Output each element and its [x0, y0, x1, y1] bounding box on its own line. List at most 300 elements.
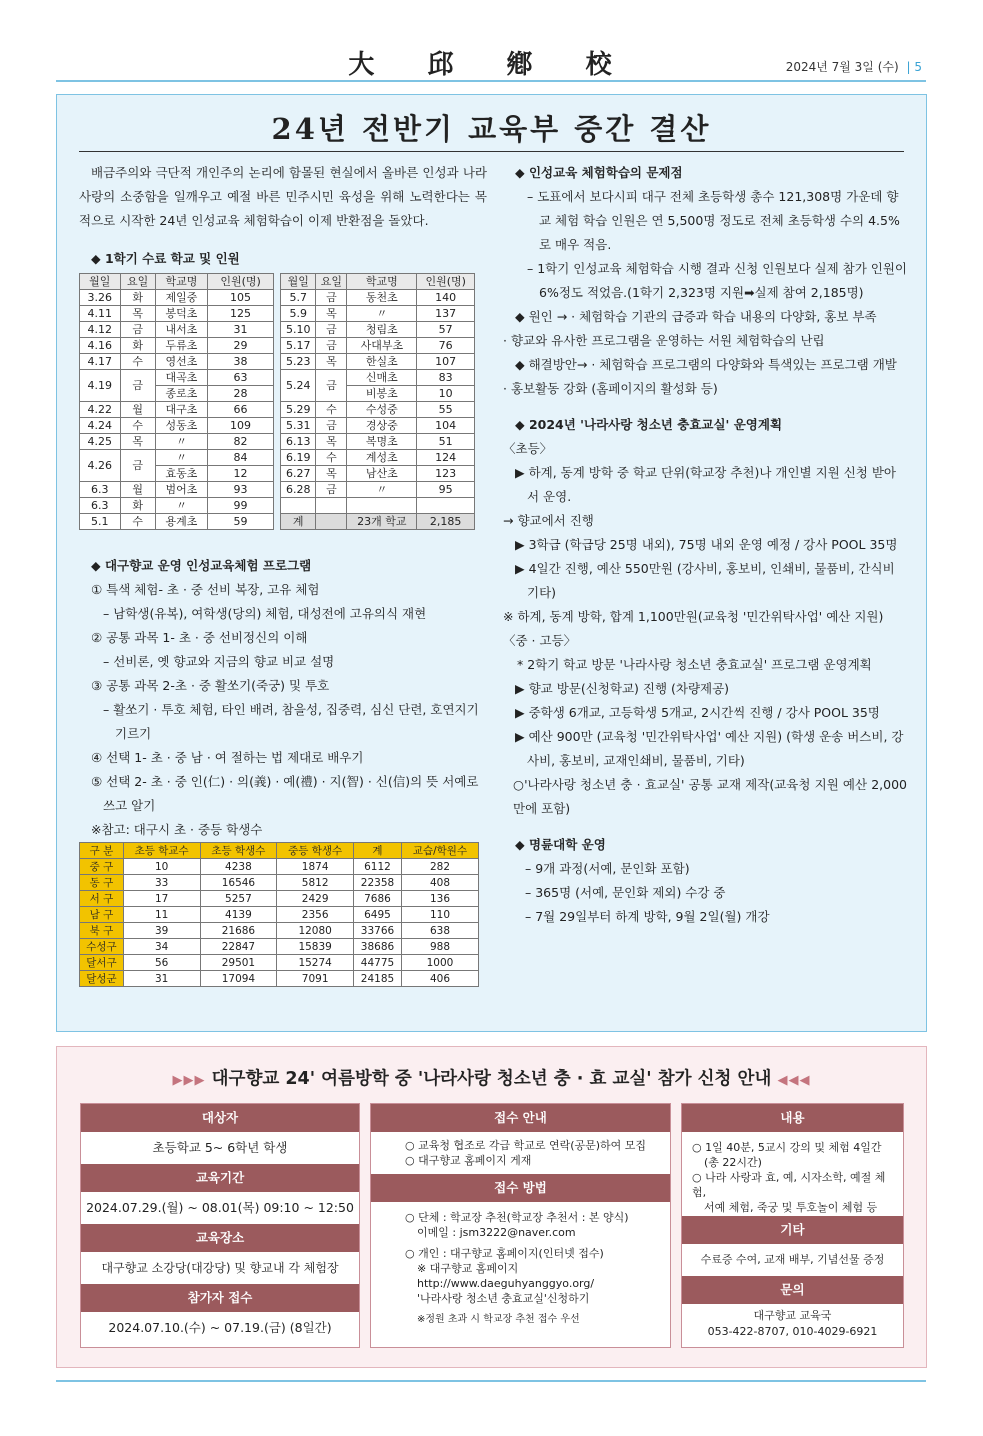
schools-heading: ◆ 1학기 수료 학교 및 인원 [91, 251, 240, 266]
count-cell: 125 [208, 306, 274, 322]
right-text-line: ◆ 명륜대학 운영 [515, 837, 606, 852]
col-header: 요일 [316, 274, 347, 290]
count-cell: 105 [208, 290, 274, 306]
registration-header: 참가자 접수 [81, 1284, 359, 1312]
table-row [281, 338, 475, 354]
value-cell: 31 [123, 971, 200, 987]
value-cell: 21686 [200, 923, 277, 939]
right-text-line: – 도표에서 보다시피 대구 전체 초등학생 총수 121,308명 가운데 향교 체험 학습 인원은 연 5,500명 정도로 전체 초등학생 수의 4.5%로 매우 적음. [527, 189, 900, 252]
count-cell: 109 [208, 418, 274, 434]
count-cell: 95 [417, 482, 475, 498]
col-header: 중등 학생수 [277, 843, 354, 859]
intro-paragraph: 배금주의와 극단적 개인주의 논리에 함몰된 현실에서 올바른 인성과 나라사랑의 소중함을 일깨우고 예절 바른 민주시민 육성을 위해 노력한다는 목적으로 시작한 24년 인성교육 체험학습이 이제 반환점을 돌았다. [79, 165, 487, 228]
right-text-line: ◆ 원인 → · 체험학습 기관의 급증과 학습 내용의 다양화, 홍보 부족 [515, 309, 877, 324]
inquiry-header: 문의 [682, 1276, 903, 1304]
school-cell: 제일중 [155, 290, 207, 306]
content-line: (총 22시간) [704, 1156, 762, 1169]
value-cell: 11 [123, 907, 200, 923]
left-column [79, 161, 487, 987]
page-number: | 5 [906, 60, 922, 74]
school-cell: 복명초 [347, 434, 417, 450]
program-detail: – 남학생(유복), 여학생(당의) 체험, 대성전에 고유의식 재현 [103, 606, 427, 621]
value-cell: 2429 [277, 891, 354, 907]
value-cell: 5257 [200, 891, 277, 907]
school-cell: 신매초 [347, 370, 417, 386]
reception-list [371, 1132, 670, 1174]
arrows-right: ◀◀◀ [777, 1073, 811, 1088]
school-cell: 두류초 [155, 338, 207, 354]
day-cell: 목 [120, 434, 155, 450]
col-header: 학교명 [155, 274, 207, 290]
value-cell: 7091 [277, 971, 354, 987]
right-text-line: * 2학기 학교 방문 '나라사랑 청소년 충효교실' 프로그램 운영계획 [517, 657, 872, 672]
district-cell: 수성구 [80, 939, 124, 955]
title-rule [79, 151, 904, 152]
day-cell: 월 [120, 482, 155, 498]
dateline [786, 58, 922, 75]
table-row [281, 482, 475, 498]
method-line: ○ 개인 : 대구향교 홈페이지(인터넷 접수) [405, 1247, 604, 1260]
table-row [281, 418, 475, 434]
col-header: 인원(명) [417, 274, 475, 290]
date-cell [281, 498, 316, 514]
table-row [281, 306, 475, 322]
value-cell: 38686 [354, 939, 402, 955]
reception-line: ○ 대구향교 홈페이지 게재 [405, 1154, 532, 1167]
value-cell: 15839 [277, 939, 354, 955]
school-cell [347, 498, 417, 514]
right-text-line: ▶ 하계, 동계 방학 중 학교 단위(학교장 추천)나 개인별 지원 신청 받아서 운영. [515, 465, 896, 504]
day-cell: 금 [120, 450, 155, 482]
right-text-line: – 365명 (서예, 문인화 제외) 수강 중 [525, 885, 726, 900]
program-detail: – 선비론, 옛 향교와 지금의 향교 비교 설명 [103, 654, 335, 669]
district-cell: 중 구 [80, 859, 124, 875]
school-cell: 비봉초 [347, 386, 417, 402]
table-row [80, 514, 274, 530]
day-cell: 수 [316, 402, 347, 418]
method-line: ○ 단체 : 학교장 추천(학교장 추천서 : 본 양식) [405, 1211, 629, 1224]
day-cell: 금 [316, 418, 347, 434]
date-cell: 5.7 [281, 290, 316, 306]
school-cell: 사대부초 [347, 338, 417, 354]
right-text-line: 〈중 · 고등〉 [503, 633, 577, 648]
count-cell: 38 [208, 354, 274, 370]
value-cell: 12080 [277, 923, 354, 939]
program-note: ※참고: 대구시 초 · 중등 학생수 [91, 822, 263, 837]
col-header: 초등 학생수 [200, 843, 277, 859]
day-cell: 목 [120, 306, 155, 322]
date-cell: 6.3 [80, 498, 121, 514]
count-cell: 29 [208, 338, 274, 354]
school-cell: 〃 [155, 450, 207, 466]
date-cell: 6.28 [281, 482, 316, 498]
student-count-table [79, 842, 479, 987]
value-cell: 110 [401, 907, 478, 923]
day-cell: 화 [120, 338, 155, 354]
date-cell: 5.17 [281, 338, 316, 354]
date-cell: 5.9 [281, 306, 316, 322]
table-row [281, 514, 475, 530]
school-cell: 범어초 [155, 482, 207, 498]
table-row [80, 875, 479, 891]
day-cell: 금 [316, 482, 347, 498]
date-cell: 6.27 [281, 466, 316, 482]
school-cell: 대곡초 [155, 370, 207, 386]
method-email: 이메일 : jsm3222@naver.com [417, 1226, 576, 1239]
day-cell: 목 [316, 306, 347, 322]
count-cell: 82 [208, 434, 274, 450]
day-cell: 수 [120, 514, 155, 530]
value-cell: 16546 [200, 875, 277, 891]
count-cell: 99 [208, 498, 274, 514]
program-item: ③ 공통 과목 2-초 · 중 활쏘기(죽궁) 및 투호 [91, 678, 330, 693]
value-cell: 34 [123, 939, 200, 955]
reception-header: 접수 안내 [371, 1104, 670, 1132]
col-header: 구 분 [80, 843, 124, 859]
program-item: ① 특색 체험- 초 · 중 선비 복장, 고유 체험 [91, 582, 320, 597]
count-cell: 123 [417, 466, 475, 482]
count-cell: 57 [417, 322, 475, 338]
value-cell: 10 [123, 859, 200, 875]
day-cell: 금 [120, 370, 155, 402]
masthead: 大 邱 鄕 校 [348, 50, 634, 80]
date-cell: 4.12 [80, 322, 121, 338]
col-header: 월일 [80, 274, 121, 290]
value-cell: 2356 [277, 907, 354, 923]
school-cell: 효동초 [155, 466, 207, 482]
school-cell: 종로초 [155, 386, 207, 402]
inquiry-value [682, 1304, 903, 1340]
count-cell: 137 [417, 306, 475, 322]
district-cell: 남 구 [80, 907, 124, 923]
table-row [80, 955, 479, 971]
value-cell: 33766 [354, 923, 402, 939]
notice-box [56, 1046, 927, 1368]
day-cell [316, 514, 347, 530]
place-value: 대구향교 소강당(대강당) 및 향교내 각 체험장 [101, 1261, 339, 1275]
school-cell: 남산초 [347, 466, 417, 482]
count-cell: 66 [208, 402, 274, 418]
value-cell: 29501 [200, 955, 277, 971]
value-cell: 282 [401, 859, 478, 875]
right-text-line: ○'나라사랑 청소년 충 · 효교실' 공통 교재 제작(교육청 지원 예산 2,000만에 포함) [513, 777, 907, 816]
count-cell: 83 [417, 370, 475, 386]
date-cell: 4.25 [80, 434, 121, 450]
count-cell: 140 [417, 290, 475, 306]
date-cell: 6.19 [281, 450, 316, 466]
method-line: ※ 대구향교 홈페이지 [417, 1262, 519, 1275]
table-row [80, 907, 479, 923]
school-cell: 계성초 [347, 450, 417, 466]
table-row [281, 290, 475, 306]
date-cell: 4.11 [80, 306, 121, 322]
school-cell: 봉덕초 [155, 306, 207, 322]
value-cell: 638 [401, 923, 478, 939]
notice-col-schedule [80, 1103, 360, 1348]
count-cell: 31 [208, 322, 274, 338]
value-cell: 6495 [354, 907, 402, 923]
day-cell: 금 [316, 322, 347, 338]
school-cell: 〃 [347, 482, 417, 498]
day-cell: 수 [316, 450, 347, 466]
table-row [80, 402, 274, 418]
date-cell: 5.24 [281, 370, 316, 402]
value-cell: 15274 [277, 955, 354, 971]
school-cell: 수성중 [347, 402, 417, 418]
table-row [80, 354, 274, 370]
table-row [281, 322, 475, 338]
value-cell: 408 [401, 875, 478, 891]
col-header: 계 [354, 843, 402, 859]
right-text-line: ▶ 4일간 진행, 예산 550만원 (강사비, 홍보비, 인쇄비, 물품비, 간식비 기타) [515, 561, 895, 600]
day-cell: 목 [316, 434, 347, 450]
value-cell: 17094 [200, 971, 277, 987]
value-cell: 1000 [401, 955, 478, 971]
notice-col-content [681, 1103, 904, 1348]
right-text-line: · 홍보활동 강화 (홈페이지의 활성화 등) [503, 381, 718, 396]
col-header: 인원(명) [208, 274, 274, 290]
count-cell: 10 [417, 386, 475, 402]
table-row [80, 923, 479, 939]
count-cell: 124 [417, 450, 475, 466]
day-cell: 금 [316, 338, 347, 354]
notice-title [57, 1065, 926, 1090]
school-cell: 동천초 [347, 290, 417, 306]
school-cell: 내서초 [155, 322, 207, 338]
content-header: 내용 [682, 1104, 903, 1132]
date-cell: 6.3 [80, 482, 121, 498]
table-row [281, 498, 475, 514]
target-header: 대상자 [81, 1104, 359, 1132]
count-cell: 84 [208, 450, 274, 466]
value-cell: 1874 [277, 859, 354, 875]
count-cell: 107 [417, 354, 475, 370]
count-cell: 59 [208, 514, 274, 530]
table-row [80, 290, 274, 306]
count-cell: 55 [417, 402, 475, 418]
table-row [80, 306, 274, 322]
date-cell: 5.23 [281, 354, 316, 370]
table-row [281, 450, 475, 466]
count-cell [417, 498, 475, 514]
table-row [80, 338, 274, 354]
arrows-left: ▶▶▶ [172, 1073, 206, 1088]
spacer [503, 821, 907, 833]
count-cell: 2,185 [417, 514, 475, 530]
day-cell: 금 [120, 322, 155, 338]
program-detail: – 활쏘기 · 투호 체험, 타인 배려, 참을성, 집중력, 심신 단련, 호연지기 기르기 [103, 702, 479, 741]
value-cell: 17 [123, 891, 200, 907]
method-header: 접수 방법 [371, 1174, 670, 1202]
col-header: 요일 [120, 274, 155, 290]
col-header: 학교명 [347, 274, 417, 290]
date-cell: 4.26 [80, 450, 121, 482]
value-cell: 406 [401, 971, 478, 987]
right-text-line: · 향교와 유사한 프로그램을 운영하는 서원 체험학습의 난립 [503, 333, 825, 348]
value-cell: 6112 [354, 859, 402, 875]
table-row [80, 939, 479, 955]
right-text-line: – 1학기 인성교육 체험학습 시행 결과 신청 인원보다 실제 참가 인원이 6%정도 적었음.(1학기 2,323명 지원➡실제 참여 2,185명) [527, 261, 907, 300]
date-cell: 4.24 [80, 418, 121, 434]
value-cell: 136 [401, 891, 478, 907]
school-cell: 한실초 [347, 354, 417, 370]
period-value: 2024.07.29.(월) ~ 08.01(목) 09:10 ~ 12:50 [86, 1200, 354, 1215]
right-text-line: ▶ 중학생 6개교, 고등학생 5개교, 2시간씩 진행 / 강사 POOL 35명 [515, 705, 880, 720]
col-header: 월일 [281, 274, 316, 290]
date-cell: 계 [281, 514, 316, 530]
right-text-line: ▶ 3학급 (학급당 25명 내외), 75명 내외 운영 예정 / 강사 POOL 35명 [515, 537, 898, 552]
table-row [281, 466, 475, 482]
value-cell: 24185 [354, 971, 402, 987]
col-header: 초등 학교수 [123, 843, 200, 859]
right-text-line: – 7월 29일부터 하계 방학, 9월 2일(월) 개강 [525, 909, 770, 924]
schools-table-right [280, 273, 475, 530]
district-cell: 북 구 [80, 923, 124, 939]
district-cell: 달서구 [80, 955, 124, 971]
table-row [281, 354, 475, 370]
issue-date: 2024년 7월 3일 (수) [785, 60, 899, 74]
right-text-line: 〈초등〉 [503, 441, 553, 456]
footer-rule [56, 1380, 926, 1382]
right-text-line: – 9개 과정(서예, 문인화 포함) [525, 861, 690, 876]
school-cell: 청림초 [347, 322, 417, 338]
school-cell: 대구초 [155, 402, 207, 418]
program-item: ④ 선택 1- 초 · 중 남 · 여 절하는 법 제대로 배우기 [91, 750, 364, 765]
etc-value: 수료증 수여, 교재 배부, 기념선물 증정 [700, 1253, 885, 1266]
header-rule [56, 80, 926, 82]
count-cell: 28 [208, 386, 274, 402]
method-note: ※정원 초과 시 학교장 추천 접수 우선 [417, 1314, 580, 1325]
day-cell: 금 [316, 370, 347, 402]
day-cell [316, 498, 347, 514]
date-cell: 6.13 [281, 434, 316, 450]
table-row [281, 434, 475, 450]
table-row [80, 434, 274, 450]
value-cell: 7686 [354, 891, 402, 907]
table-row [80, 891, 479, 907]
date-cell: 4.19 [80, 370, 121, 402]
table-row [281, 402, 475, 418]
school-cell: 영선초 [155, 354, 207, 370]
district-cell: 달성군 [80, 971, 124, 987]
day-cell: 금 [316, 290, 347, 306]
etc-header: 기타 [682, 1216, 903, 1244]
right-text-line: ※ 하계, 동계 방학, 합계 1,100만원(교육청 '민간위탁사업' 예산 지원) [503, 609, 884, 624]
value-cell: 44775 [354, 955, 402, 971]
value-cell: 56 [123, 955, 200, 971]
right-column [503, 161, 907, 929]
value-cell: 988 [401, 939, 478, 955]
spacer [503, 401, 907, 413]
notice-title-text: 대구향교 24' 여름방학 중 '나라사랑 청소년 충 · 효 교실' 참가 신청 안내 [211, 1069, 772, 1089]
value-cell: 33 [123, 875, 200, 891]
right-text-line: ◆ 해결방안→ · 체험학습 프로그램의 다양화와 특색있는 프로그램 개발 [515, 357, 897, 372]
table-row [80, 450, 274, 466]
value-cell: 22847 [200, 939, 277, 955]
count-cell: 76 [417, 338, 475, 354]
schools-table-left [79, 273, 274, 530]
content-line: ○ 1일 40분, 5교시 강의 및 체험 4일간 [692, 1141, 882, 1154]
program-list [79, 578, 487, 818]
district-cell: 동 구 [80, 875, 124, 891]
notice-col-application [370, 1103, 671, 1348]
homepage-link[interactable]: http://www.daeguhyanggyo.org/ [417, 1277, 595, 1290]
right-text-line: ◆ 인성교육 체험학습의 문제점 [515, 165, 683, 180]
col-header: 교습/학원수 [401, 843, 478, 859]
table-row [80, 322, 274, 338]
school-cell: 〃 [155, 434, 207, 450]
place-header: 교육장소 [81, 1224, 359, 1252]
schools-tables [79, 273, 487, 530]
method-list [371, 1202, 670, 1327]
table-row [281, 370, 475, 386]
day-cell: 수 [120, 418, 155, 434]
day-cell: 목 [316, 354, 347, 370]
program-item: ⑤ 선택 2- 초 · 중 인(仁) · 의(義) · 예(禮) · 지(智) · 신(信)의 뜻 서예로 쓰고 알기 [91, 774, 479, 813]
day-cell: 화 [120, 498, 155, 514]
date-cell: 5.31 [281, 418, 316, 434]
date-cell: 5.10 [281, 322, 316, 338]
date-cell: 5.29 [281, 402, 316, 418]
table-row [80, 498, 274, 514]
school-cell: 용계초 [155, 514, 207, 530]
value-cell: 39 [123, 923, 200, 939]
value-cell: 5812 [277, 875, 354, 891]
right-text-line: ▶ 향교 방문(신청학교) 진행 (차량제공) [515, 681, 730, 696]
school-cell: 경상중 [347, 418, 417, 434]
count-cell: 51 [417, 434, 475, 450]
date-cell: 4.17 [80, 354, 121, 370]
right-text-line: ◆ 2024년 '나라사랑 청소년 충효교실' 운영계획 [515, 417, 783, 432]
table-row [80, 482, 274, 498]
count-cell: 104 [417, 418, 475, 434]
content-line: 서예 체험, 죽궁 및 투호놀이 체험 등 [704, 1201, 878, 1214]
reception-line: ○ 교육청 협조로 각급 학교로 연락(공문)하여 모집 [405, 1139, 647, 1152]
right-text-line: ▶ 예산 900만 (교육청 '민간위탁사업' 예산 지원) (학생 운송 버스비, 강사비, 홍보비, 교재인쇄비, 물품비, 기타) [515, 729, 904, 768]
count-cell: 93 [208, 482, 274, 498]
content-line: ○ 나라 사랑과 효, 예, 시자소학, 예절 체험, [692, 1171, 886, 1199]
program-item: ② 공통 과목 1- 초 · 중 선비정신의 이해 [91, 630, 308, 645]
day-cell: 월 [120, 402, 155, 418]
article-box [56, 94, 927, 1032]
district-cell: 서 구 [80, 891, 124, 907]
page-header [56, 40, 926, 82]
date-cell: 5.1 [80, 514, 121, 530]
day-cell: 목 [316, 466, 347, 482]
date-cell: 4.22 [80, 402, 121, 418]
program-heading: ◆ 대구향교 운영 인성교육체험 프로그램 [91, 558, 312, 573]
content-list [682, 1132, 903, 1216]
value-cell: 22358 [354, 875, 402, 891]
count-cell: 63 [208, 370, 274, 386]
method-line: '나라사랑 청소년 충효교실'신청하기 [417, 1292, 590, 1305]
count-cell: 12 [208, 466, 274, 482]
table-row [80, 859, 479, 875]
school-cell: 23개 학교 [347, 514, 417, 530]
article-title: 24년 전반기 교육부 중간 결산 [271, 112, 712, 146]
inquiry-dept: 대구향교 교육국 [753, 1309, 832, 1322]
school-cell: 〃 [155, 498, 207, 514]
table-row [80, 971, 479, 987]
value-cell: 4238 [200, 859, 277, 875]
table-row [80, 370, 274, 386]
registration-value: 2024.07.10.(수) ~ 07.19.(금) (8일간) [108, 1320, 332, 1335]
right-text-line: → 향교에서 진행 [503, 513, 594, 528]
day-cell: 화 [120, 290, 155, 306]
value-cell: 4139 [200, 907, 277, 923]
table-row [80, 418, 274, 434]
inquiry-phone: 053-422-8707, 010-4029-6921 [707, 1325, 878, 1338]
